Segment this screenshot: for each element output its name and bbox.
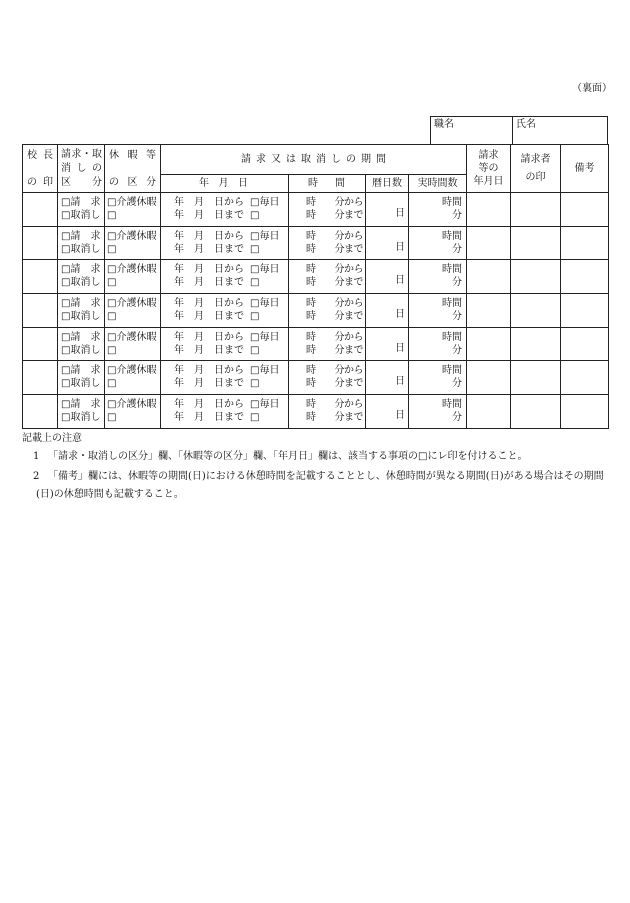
leave-type-header-line: の区分 xyxy=(109,177,156,188)
calendar-days-cell xyxy=(366,327,409,361)
request-date-cell xyxy=(467,226,511,260)
requester-seal-header xyxy=(511,145,561,193)
actual-hours-subheader xyxy=(409,175,467,193)
requester-seal-cell xyxy=(511,361,561,395)
hours-unit: 時間 xyxy=(442,197,462,208)
start-date-field: 年 月 日から xyxy=(174,298,244,310)
date-subheader xyxy=(161,175,289,193)
leave-type-cell xyxy=(105,294,161,328)
calendar-days-unit: 日 xyxy=(395,275,405,287)
daily-checkbox-option: □毎日 xyxy=(250,331,280,343)
end-time-field: 時 分まで xyxy=(306,210,363,221)
principal-seal-cell xyxy=(23,193,58,227)
other-leave-checkbox-option: □ xyxy=(107,210,117,221)
hours-unit: 時間 xyxy=(442,331,462,343)
requester-seal-cell xyxy=(511,327,561,361)
leave-type-header-line: 休暇等 xyxy=(109,150,156,161)
care-leave-checkbox-option: □介護休暇 xyxy=(107,399,157,411)
page-side-label: （裏面） xyxy=(572,83,612,94)
request-type-cell xyxy=(58,294,105,328)
remarks-cell xyxy=(561,294,609,328)
leave-type-cell xyxy=(105,327,161,361)
request-date-cell xyxy=(467,327,511,361)
note-text: 「備考」欄には、休暇等の期間(日)における休憩時間を記載することとし、休憩時間が異なる期間(日)がある場合はその期間(日)の休憩時間も記載すること。 xyxy=(36,471,604,500)
calendar-days-subheader-text: 暦日数 xyxy=(372,178,402,189)
cancel-checkbox-option: □取消し xyxy=(61,277,101,289)
daily-checkbox-option: □毎日 xyxy=(250,298,280,310)
leave-entry-row xyxy=(23,193,609,227)
request-date-header xyxy=(467,145,511,193)
cancel-checkbox-option: □取消し xyxy=(61,344,101,356)
request-type-cell xyxy=(58,361,105,395)
start-time-field: 時 分から xyxy=(306,264,363,276)
leave-type-header xyxy=(105,145,161,193)
start-date-field: 年 月 日から xyxy=(174,399,244,411)
leave-entry-row xyxy=(23,395,609,429)
care-leave-checkbox-option: □介護休暇 xyxy=(107,365,157,377)
daily-checkbox-option: □毎日 xyxy=(250,264,280,276)
calendar-days-unit: 日 xyxy=(395,309,405,321)
minutes-unit: 分 xyxy=(452,378,462,390)
other-pattern-checkbox-option: □ xyxy=(250,378,260,390)
time-cell xyxy=(289,260,366,294)
request-period-header-text: 請求又は取消しの期間 xyxy=(241,154,391,165)
cancel-checkbox-option: □取消し xyxy=(61,412,101,424)
date-cell xyxy=(161,361,289,395)
daily-checkbox-option: □毎日 xyxy=(250,365,280,377)
request-date-cell xyxy=(467,361,511,395)
calendar-days-unit: 日 xyxy=(395,376,405,388)
principal-seal-cell xyxy=(23,327,58,361)
leave-entry-row xyxy=(23,226,609,260)
minutes-unit: 分 xyxy=(452,277,462,289)
other-leave-checkbox-option: □ xyxy=(107,344,117,356)
request-type-cell xyxy=(58,226,105,260)
request-date-header-line: 等の xyxy=(478,162,499,174)
principal-seal-header xyxy=(23,145,58,193)
hours-unit: 時間 xyxy=(442,230,462,242)
request-checkbox-option: □請 求 xyxy=(61,298,101,310)
leave-request-table xyxy=(22,144,609,429)
start-time-field: 時 分から xyxy=(306,365,363,377)
requester-seal-cell xyxy=(511,226,561,260)
remarks-cell xyxy=(561,226,609,260)
calendar-days-subheader xyxy=(366,175,409,193)
principal-seal-cell xyxy=(23,226,58,260)
request-type-cell xyxy=(58,395,105,429)
other-pattern-checkbox-option: □ xyxy=(250,277,260,289)
leave-entry-row xyxy=(23,361,609,395)
start-date-field: 年 月 日から xyxy=(174,197,244,208)
other-leave-checkbox-option: □ xyxy=(107,243,117,255)
other-pattern-checkbox-option: □ xyxy=(250,344,260,356)
actual-hours-cell xyxy=(409,361,467,395)
date-cell xyxy=(161,260,289,294)
time-cell xyxy=(289,327,366,361)
leave-type-cell xyxy=(105,226,161,260)
date-subheader-text: 年月日 xyxy=(199,178,248,189)
start-date-field: 年 月 日から xyxy=(174,365,244,377)
minutes-unit: 分 xyxy=(452,243,462,255)
principal-seal-header-line: の印 xyxy=(27,177,53,188)
start-date-field: 年 月 日から xyxy=(174,331,244,343)
end-time-field: 時 分まで xyxy=(306,277,363,289)
hours-unit: 時間 xyxy=(442,264,462,276)
minutes-unit: 分 xyxy=(452,311,462,323)
principal-seal-cell xyxy=(23,294,58,328)
time-cell xyxy=(289,361,366,395)
request-cancel-type-header-line: 請求・取 xyxy=(61,149,102,160)
note-item xyxy=(33,468,608,504)
other-pattern-checkbox-option: □ xyxy=(250,243,260,255)
name-cell xyxy=(513,117,607,144)
note-number: 2 xyxy=(33,471,40,482)
hours-unit: 時間 xyxy=(442,365,462,377)
start-time-field: 時 分から xyxy=(306,331,363,343)
table-header xyxy=(23,145,609,193)
principal-seal-header-line: 校長 xyxy=(27,150,53,161)
end-date-field: 年 月 日まで xyxy=(174,311,244,323)
other-pattern-checkbox-option: □ xyxy=(250,210,260,221)
date-cell xyxy=(161,294,289,328)
requester-seal-cell xyxy=(511,193,561,227)
care-leave-checkbox-option: □介護休暇 xyxy=(107,298,157,310)
request-type-cell xyxy=(58,260,105,294)
end-time-field: 時 分まで xyxy=(306,311,363,323)
time-cell xyxy=(289,294,366,328)
hours-unit: 時間 xyxy=(442,399,462,411)
request-type-cell xyxy=(58,193,105,227)
staff-info-box xyxy=(430,116,608,145)
leave-entry-row xyxy=(23,294,609,328)
actual-hours-cell xyxy=(409,294,467,328)
cancel-checkbox-option: □取消し xyxy=(61,378,101,390)
care-leave-checkbox-option: □介護休暇 xyxy=(107,331,157,343)
actual-hours-cell xyxy=(409,395,467,429)
time-cell xyxy=(289,193,366,227)
remarks-header-text: 備考 xyxy=(574,162,595,174)
job-title-label: 職名 xyxy=(434,119,454,130)
actual-hours-cell xyxy=(409,327,467,361)
actual-hours-cell xyxy=(409,193,467,227)
end-time-field: 時 分まで xyxy=(306,344,363,356)
notes-title: 記載上の注意 xyxy=(22,433,82,444)
request-checkbox-option: □請 求 xyxy=(61,264,101,276)
job-title-cell xyxy=(431,117,513,144)
time-cell xyxy=(289,395,366,429)
date-cell xyxy=(161,327,289,361)
calendar-days-cell xyxy=(366,395,409,429)
remarks-cell xyxy=(561,260,609,294)
end-time-field: 時 分まで xyxy=(306,378,363,390)
other-leave-checkbox-option: □ xyxy=(107,378,117,390)
request-period-header xyxy=(161,145,467,175)
start-time-field: 時 分から xyxy=(306,298,363,310)
requester-seal-cell xyxy=(511,260,561,294)
cancel-checkbox-option: □取消し xyxy=(61,311,101,323)
daily-checkbox-option: □毎日 xyxy=(250,197,280,208)
name-label: 氏名 xyxy=(516,119,536,130)
daily-checkbox-option: □毎日 xyxy=(250,399,280,411)
calendar-days-unit: 日 xyxy=(395,410,405,422)
request-date-cell xyxy=(467,395,511,429)
leave-type-cell xyxy=(105,395,161,429)
other-leave-checkbox-option: □ xyxy=(107,277,117,289)
time-subheader-text: 時間 xyxy=(308,178,345,189)
date-cell xyxy=(161,193,289,227)
daily-checkbox-option: □毎日 xyxy=(250,230,280,242)
end-date-field: 年 月 日まで xyxy=(174,412,244,424)
leave-entry-row xyxy=(23,260,609,294)
requester-seal-header-line: の印 xyxy=(525,171,546,183)
care-leave-checkbox-option: □介護休暇 xyxy=(107,230,157,242)
request-cancel-type-header-line: 消しの xyxy=(61,163,102,174)
leave-table-body xyxy=(23,193,609,429)
remarks-cell xyxy=(561,327,609,361)
date-cell xyxy=(161,395,289,429)
end-time-field: 時 分まで xyxy=(306,243,363,255)
care-leave-checkbox-option: □介護休暇 xyxy=(107,264,157,276)
minutes-unit: 分 xyxy=(452,344,462,356)
notes-section xyxy=(22,432,608,504)
start-time-field: 時 分から xyxy=(306,399,363,411)
remarks-cell xyxy=(561,361,609,395)
actual-hours-cell xyxy=(409,260,467,294)
remarks-cell xyxy=(561,395,609,429)
other-leave-checkbox-option: □ xyxy=(107,412,117,424)
leave-type-cell xyxy=(105,193,161,227)
request-date-header-line: 年月日 xyxy=(473,175,504,187)
calendar-days-cell xyxy=(366,193,409,227)
principal-seal-cell xyxy=(23,395,58,429)
time-cell xyxy=(289,226,366,260)
start-date-field: 年 月 日から xyxy=(174,264,244,276)
end-date-field: 年 月 日まで xyxy=(174,344,244,356)
leave-entry-row xyxy=(23,327,609,361)
note-text: 「請求・取消しの区分」欄、「休暇等の区分」欄、「年月日」欄は、該当する事項の□にレ印を付けること。 xyxy=(48,451,528,462)
request-checkbox-option: □請 求 xyxy=(61,365,101,377)
requester-seal-cell xyxy=(511,395,561,429)
minutes-unit: 分 xyxy=(452,210,462,221)
start-date-field: 年 月 日から xyxy=(174,230,244,242)
other-pattern-checkbox-option: □ xyxy=(250,412,260,424)
end-date-field: 年 月 日まで xyxy=(174,277,244,289)
request-date-cell xyxy=(467,193,511,227)
cancel-checkbox-option: □取消し xyxy=(61,210,101,221)
request-cancel-type-header-line: 区分 xyxy=(61,177,102,188)
time-subheader xyxy=(289,175,366,193)
cancel-checkbox-option: □取消し xyxy=(61,243,101,255)
leave-type-cell xyxy=(105,260,161,294)
actual-hours-cell xyxy=(409,226,467,260)
other-pattern-checkbox-option: □ xyxy=(250,311,260,323)
calendar-days-unit: 日 xyxy=(395,241,405,253)
header-row xyxy=(23,145,609,175)
calendar-days-cell xyxy=(366,361,409,395)
calendar-days-cell xyxy=(366,260,409,294)
request-checkbox-option: □請 求 xyxy=(61,197,101,208)
start-time-field: 時 分から xyxy=(306,197,363,208)
remarks-header xyxy=(561,145,609,193)
request-type-cell xyxy=(58,327,105,361)
minutes-unit: 分 xyxy=(452,412,462,424)
calendar-days-unit: 日 xyxy=(395,342,405,354)
end-date-field: 年 月 日まで xyxy=(174,378,244,390)
request-date-cell xyxy=(467,294,511,328)
remarks-cell xyxy=(561,193,609,227)
requester-seal-header-line: 請求者 xyxy=(520,153,551,165)
calendar-days-cell xyxy=(366,226,409,260)
end-time-field: 時 分まで xyxy=(306,412,363,424)
request-checkbox-option: □請 求 xyxy=(61,399,101,411)
principal-seal-cell xyxy=(23,260,58,294)
note-item xyxy=(33,448,608,466)
leave-type-cell xyxy=(105,361,161,395)
requester-seal-cell xyxy=(511,294,561,328)
note-number: 1 xyxy=(33,451,40,462)
calendar-days-unit: 日 xyxy=(395,208,405,219)
request-date-cell xyxy=(467,260,511,294)
principal-seal-cell xyxy=(23,361,58,395)
hours-unit: 時間 xyxy=(442,298,462,310)
other-leave-checkbox-option: □ xyxy=(107,311,117,323)
actual-hours-subheader-text: 実時間数 xyxy=(417,178,458,189)
end-date-field: 年 月 日まで xyxy=(174,243,244,255)
calendar-days-cell xyxy=(366,294,409,328)
start-time-field: 時 分から xyxy=(306,230,363,242)
care-leave-checkbox-option: □介護休暇 xyxy=(107,197,157,208)
end-date-field: 年 月 日まで xyxy=(174,210,244,221)
request-cancel-type-header xyxy=(58,145,105,193)
request-date-header-line: 請求 xyxy=(478,149,499,161)
request-checkbox-option: □請 求 xyxy=(61,331,101,343)
date-cell xyxy=(161,226,289,260)
request-checkbox-option: □請 求 xyxy=(61,230,101,242)
